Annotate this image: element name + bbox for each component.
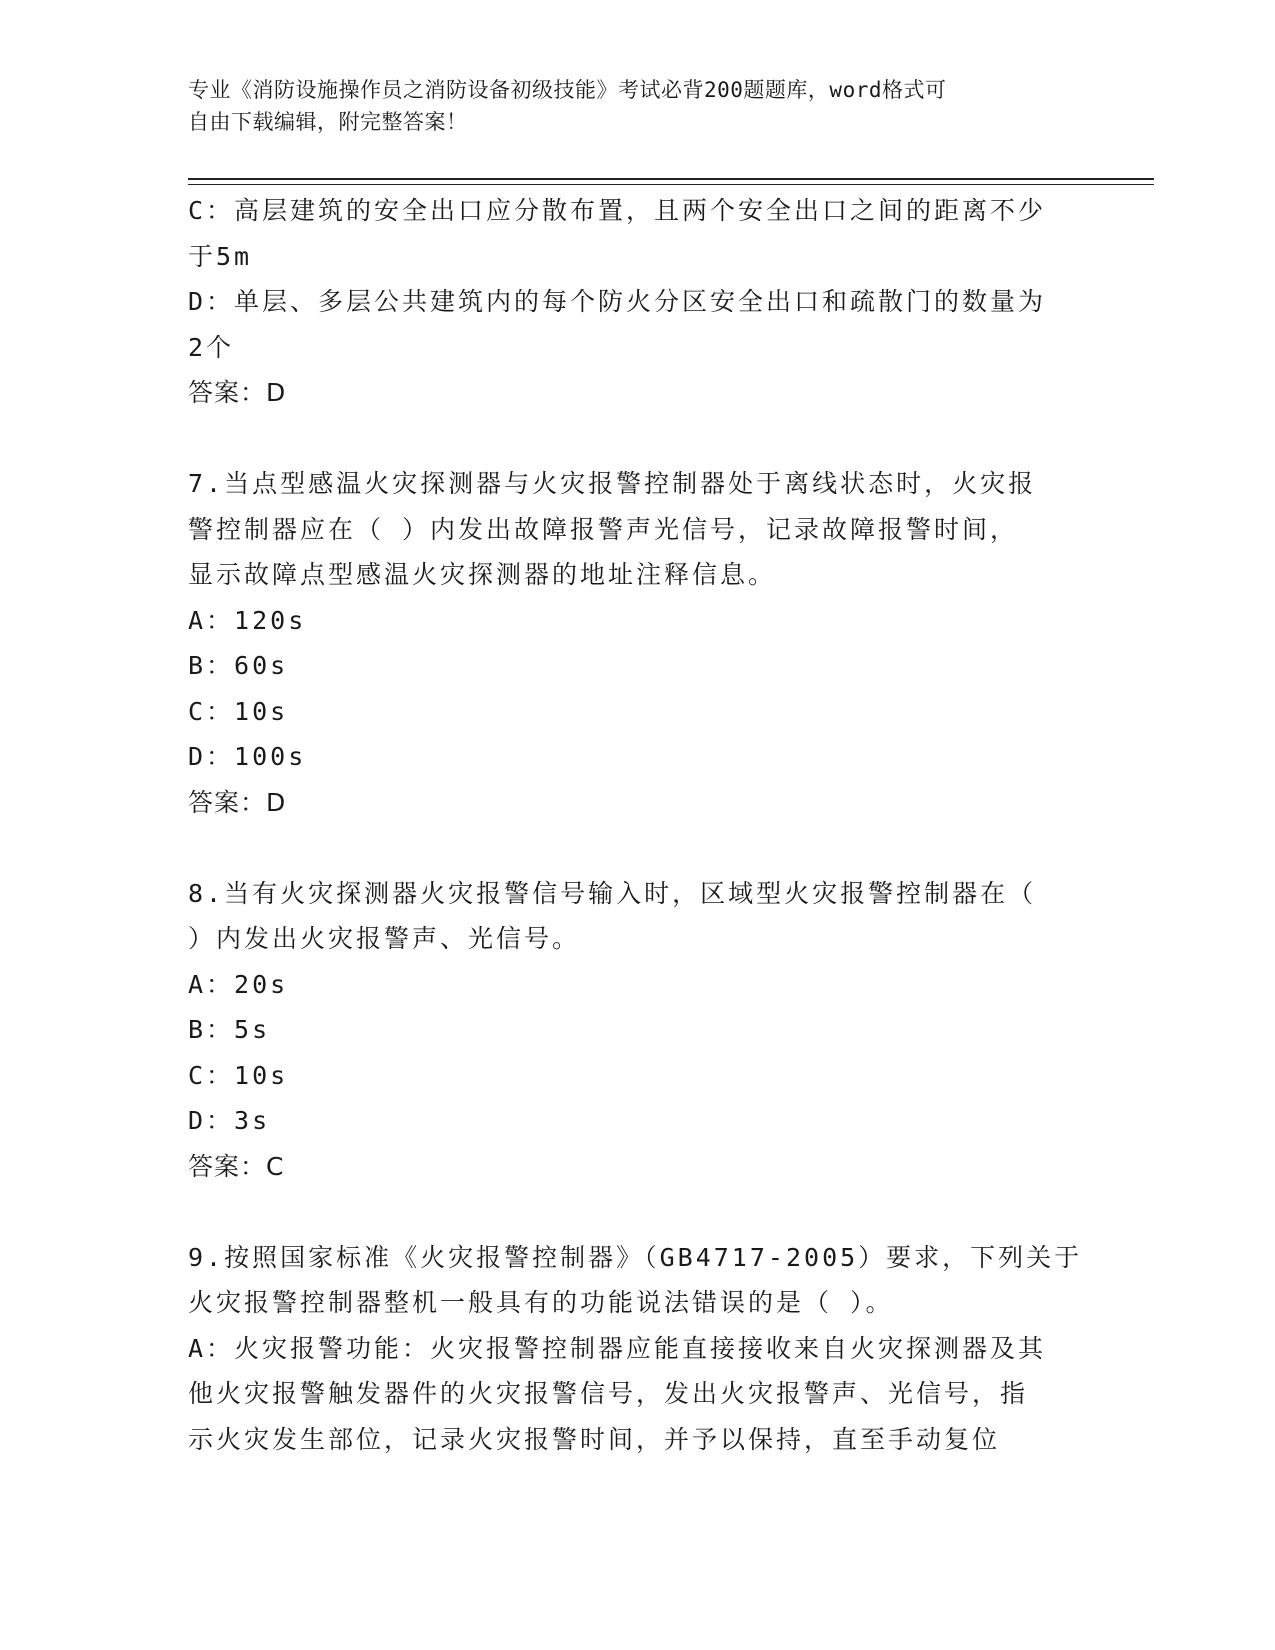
option-b: B：5s bbox=[188, 1015, 271, 1044]
option-d: D：3s bbox=[188, 1106, 271, 1135]
prev-question bbox=[188, 188, 1088, 416]
option-c: C：10s bbox=[188, 696, 289, 726]
question-text-line-2: 警控制器应在（ ）内发出故障报警声光信号，记录故障报警时间， bbox=[188, 514, 1019, 544]
question-text-line-1: 7.当点型感温火灾探测器与火灾报警控制器处于离线状态时，火灾报 bbox=[188, 469, 1037, 498]
option-c-line-2: 于5m bbox=[188, 241, 253, 271]
header-divider-thin bbox=[188, 184, 1154, 185]
answer: 答案：D bbox=[188, 378, 287, 407]
question-text-line-3: 显示故障点型感温火灾探测器的地址注释信息。 bbox=[188, 560, 777, 589]
question-text-line-2: ）内发出火灾报警声、光信号。 bbox=[188, 924, 581, 953]
option-c-line-1: C：高层建筑的安全出口应分散布置，且两个安全出口之间的距离不少 bbox=[188, 196, 1047, 225]
option-a: A：120s bbox=[188, 605, 307, 635]
option-a: A：20s bbox=[188, 969, 289, 999]
option-d-line-1: D：单层、多层公共建筑内的每个防火分区安全出口和疏散门的数量为 bbox=[188, 287, 1047, 316]
header-line-1: 专业《消防设施操作员之消防设备初级技能》考试必背200题题库，word格式可 bbox=[188, 78, 947, 102]
header-line-2: 自由下载编辑，附完整答案！ bbox=[188, 110, 468, 134]
answer: 答案：D bbox=[188, 787, 287, 817]
question-text-line-1: 9.按照国家标准《火灾报警控制器》（GB4717-2005）要求，下列关于 bbox=[188, 1242, 1083, 1272]
header-divider-thick bbox=[188, 178, 1154, 180]
option-a-line-3: 示火灾发生部位，记录火灾报警时间，并予以保持，直至手动复位 bbox=[188, 1424, 1001, 1454]
question-9 bbox=[188, 1235, 1088, 1463]
answer: 答案：C bbox=[188, 1151, 285, 1181]
option-c: C：10s bbox=[188, 1060, 289, 1090]
question-text-line-1: 8.当有火灾探测器火灾报警信号输入时，区域型火灾报警控制器在（ bbox=[188, 878, 1037, 908]
option-b: B：60s bbox=[188, 651, 289, 680]
option-a-line-1: A：火灾报警功能：火灾报警控制器应能直接接收来自火灾探测器及其 bbox=[188, 1333, 1047, 1363]
question-8 bbox=[188, 871, 1088, 1190]
question-7 bbox=[188, 461, 1088, 825]
document-header bbox=[188, 74, 1068, 138]
option-d: D：100s bbox=[188, 742, 307, 771]
option-a-line-2: 他火灾报警触发器件的火灾报警信号，发出火灾报警声、光信号，指 bbox=[188, 1379, 1029, 1408]
document-body bbox=[188, 188, 1088, 1462]
option-d-line-2: 2个 bbox=[188, 332, 235, 362]
question-text-line-2: 火灾报警控制器整机一般具有的功能说法错误的是（ ）。 bbox=[188, 1288, 894, 1317]
